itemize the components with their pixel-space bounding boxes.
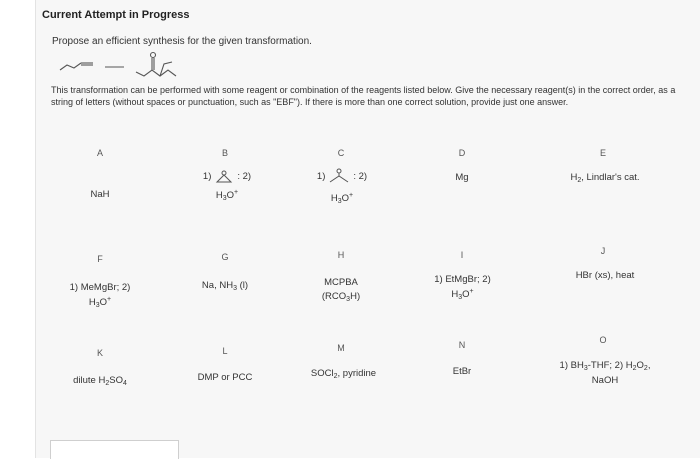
- reagent-e: $H_2$, Lindlar's cat.: [570, 172, 640, 184]
- reagent-f-line2: $H_3O^+$: [88, 296, 112, 309]
- reagent-letter-f: F: [97, 254, 103, 264]
- reagent-l: DMP or PCC: [197, 372, 253, 383]
- reagent-letter-h: H: [337, 250, 345, 260]
- reagent-h-line1: MCPBA: [324, 277, 358, 288]
- reagent-k: dilute $H_2SO_4$: [73, 375, 127, 387]
- reagent-letter-g: G: [221, 252, 229, 262]
- reagent-n: EtBr: [452, 366, 472, 377]
- reagent-c-step2: : 2): [353, 171, 368, 182]
- acetaldehyde-structure-icon: [327, 170, 351, 184]
- reagent-o-line1: 1) $BH_3$-THF; 2) $H_2O_2$,: [559, 360, 651, 372]
- reagent-i-line2: $H_3O^+$: [451, 288, 474, 301]
- epoxide-icon: [213, 170, 235, 184]
- page-title: Current Attempt in Progress: [42, 9, 190, 21]
- reagent-letter-k: K: [96, 348, 103, 358]
- reagent-letter-b: B: [221, 148, 228, 158]
- reagent-b: [182, 170, 272, 205]
- starting-alkyne-structure: [60, 63, 93, 70]
- reagent-letter-n: N: [458, 340, 466, 350]
- answer-input[interactable]: [50, 440, 179, 459]
- reagent-letter-d: D: [458, 148, 466, 158]
- reagent-a: NaH: [90, 189, 110, 200]
- reagent-f-line1: 1) MeMgBr; 2): [69, 282, 131, 293]
- reagent-g: Na, $NH_3$ (l): [201, 280, 249, 292]
- reaction-scheme: [58, 50, 198, 82]
- reagent-letter-e: E: [599, 148, 606, 158]
- reagent-h-line2: $(RCO_3H)$: [321, 291, 361, 303]
- reagent-o: [545, 360, 665, 387]
- reagent-c: [297, 170, 387, 208]
- reagent-letter-i: I: [460, 250, 464, 260]
- reagent-letter-l: L: [222, 346, 228, 356]
- question-prompt: Propose an efficient synthesis for the given transformation.: [52, 36, 312, 47]
- reagent-letter-m: M: [337, 343, 345, 353]
- product-ketone-structure: [136, 53, 176, 77]
- reagent-b-line2: $H_3O^+$: [215, 189, 239, 202]
- reagent-m: SOCl$_2$, pyridine: [310, 368, 377, 380]
- reagent-o-line2: NaOH: [591, 375, 619, 386]
- reagent-d: Mg: [455, 172, 469, 183]
- reagent-j: HBr (xs), heat: [575, 270, 635, 281]
- reagent-letter-c: C: [337, 148, 345, 158]
- reagent-b-step2: : 2): [237, 171, 252, 182]
- reagent-f: [50, 282, 150, 312]
- reagent-c-line2: $H_3O^+$: [330, 192, 354, 205]
- reagent-h: [306, 277, 376, 306]
- reagent-letter-o: O: [599, 335, 607, 345]
- reagent-letter-a: A: [96, 148, 103, 158]
- reagent-i-line1: 1) EtMgBr; 2): [434, 274, 491, 285]
- reagent-letter-j: J: [600, 246, 606, 256]
- reagent-b-step1: 1): [202, 171, 212, 182]
- reagent-c-step1: 1): [316, 171, 326, 182]
- instructions-text: This transformation can be performed with some reagent or combination of the reagents listed below. Give the necessary reagent(s) in the correct order, as a string of letters (without spaces or punctuation, such as "EBF"). If there is more than one correct solution, provide just one answer.: [51, 85, 676, 107]
- reagent-i: [415, 274, 510, 304]
